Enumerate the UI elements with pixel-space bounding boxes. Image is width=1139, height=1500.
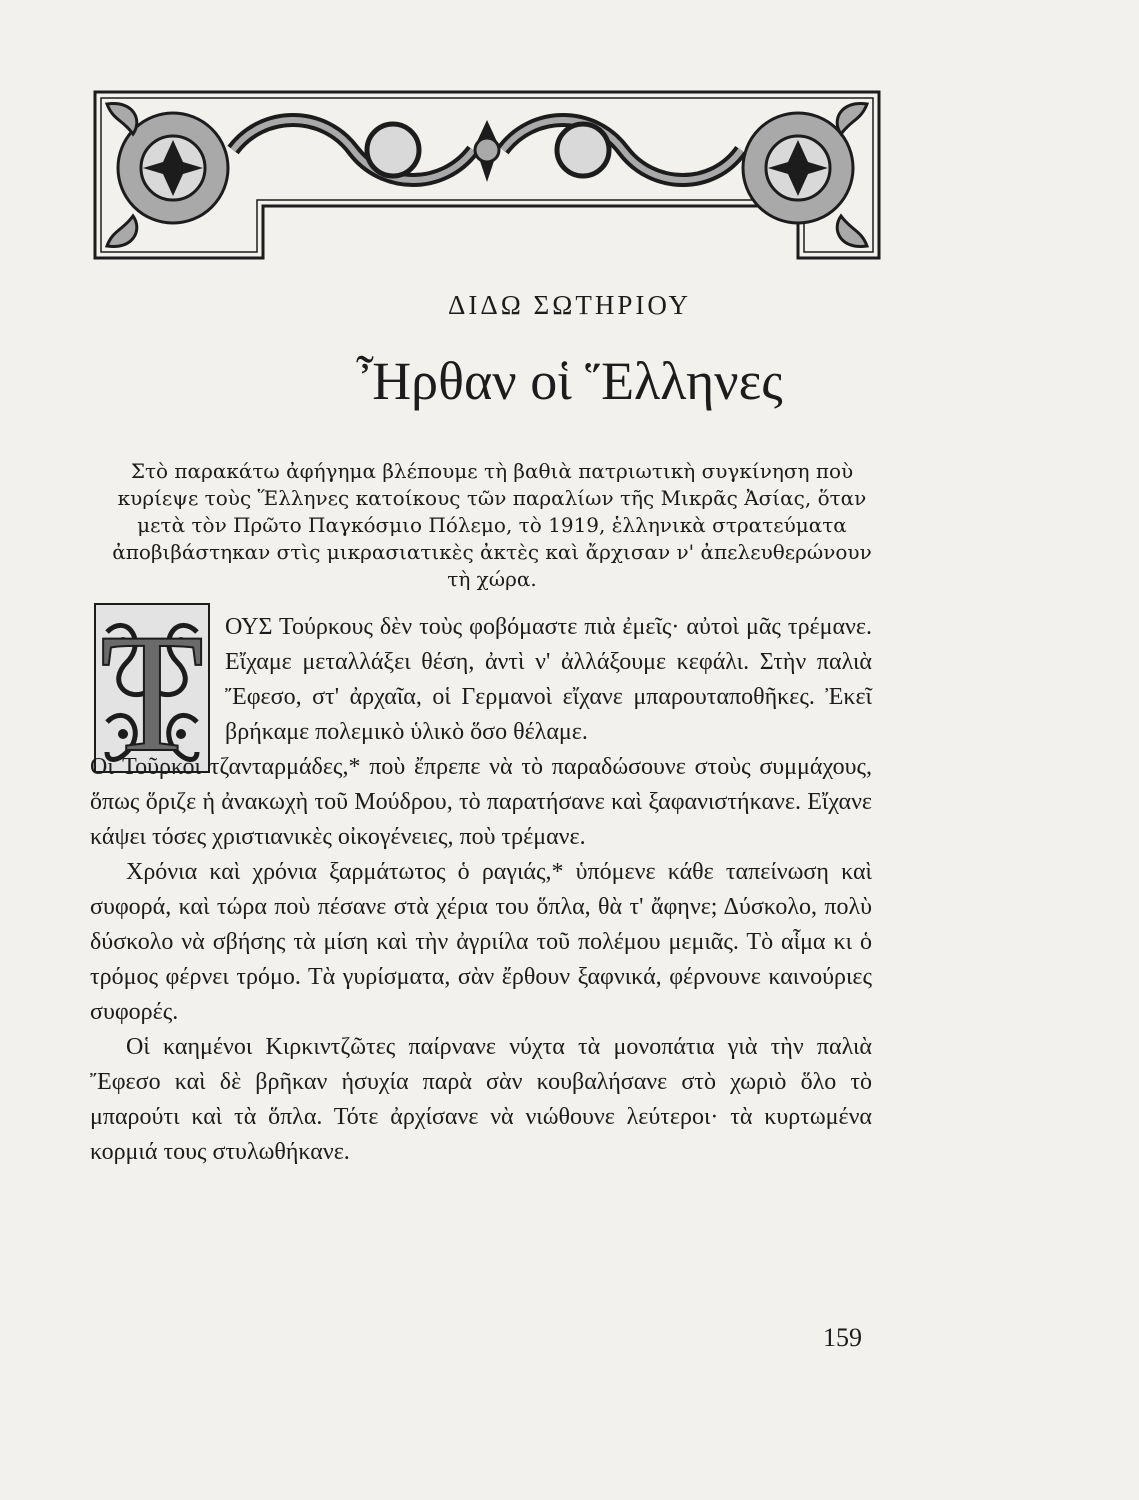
intro-paragraph: Στὸ παρακάτω ἀφήγημα βλέπουμε τὴ βαθιὰ πατριωτικὴ συγκίνηση ποὺ κυρίεψε τοὺς Ἕλληνες κατοίκους τῶν παραλίων τῆς Μικρᾶς Ἀσίας, ὅταν μετὰ τὸν Πρῶτο Παγκόσμιο Πόλεμο, τὸ 1919, ἑλληνικὰ στρατεύματα ἀποβιβάστηκαν στὶς μικρασιατικὲς ἀκτὲς καὶ ἄρχισαν ν' ἀπελευθερώνουν τὴ χώρα.	[112, 459, 872, 591]
body-text	[90, 610, 872, 1170]
dropcap-letter: Τ	[100, 602, 204, 774]
paragraph-1-start: ΟΥΣ Τούρκους δὲν τοὺς φοβόμαστε πιὰ ἐμεῖς· αὐτοὶ μᾶς τρέμανε. Εἴχαμε μεταλλάξει θέση, ἀντὶ ν' ἀλλάξουμε κεφάλι. Στὴν παλιὰ Ἔφεσο, στ' ἀρχαῖα, οἱ Γερμανοὶ εἴχανε μπαρουταποθῆκες. Ἐκεῖ βρήκαμε πολεμικὸ ὑλικὸ ὅσο θέλαμε.	[225, 614, 872, 745]
chapter-title: Ἦρθαν οἱ Ἕλληνες	[356, 351, 783, 411]
paragraph-1	[90, 610, 872, 855]
paragraph-2: Χρόνια καὶ χρόνια ξαρμάτωτος ὁ ραγιάς,* ὑπόμενε κάθε ταπείνωση καὶ συφορά, καὶ τώρα ποὺ πέσανε στὰ χέρια του ὅπλα, θὰ τ' ἄφηνε; Δύσκολο, πολὺ δύσκολο νὰ σβήσης τὰ μίση καὶ τὴν ἀγριίλα τοῦ πολέμου μεμιᾶς. Τὸ αἷμα κι ὁ τρόμος φέρνει τρόμο. Τὰ γυρίσματα, σὰν ἔρθουν ξαφνικά, φέρνουνε καινούριες συφορές.	[90, 859, 872, 1025]
page-number: 159	[823, 1323, 862, 1352]
author-name: ΔΙΔΩ ΣΩΤΗΡΙΟΥ	[448, 290, 691, 320]
paragraph-3: Οἱ καημένοι Κιρκιντζῶτες παίρνανε νύχτα τὰ μονοπάτια γιὰ τὴν παλιὰ Ἔφεσο καὶ δὲ βρῆκαν ἡσυχία παρὰ σὰν κουβαλήσανε στὸ χωριὸ ὅλο τὸ μπαρούτι καὶ τὰ ὅπλα. Τότε ἀρχίσανε νὰ νιώθουνε λεύτεροι· τὰ κυρτωμένα κορμιά τους στυλωθήκανε.	[90, 1034, 872, 1165]
header-ornament-icon	[93, 90, 881, 272]
paragraph-1-rest: Οἱ Τοῦρκοι τζανταρμάδες,* ποὺ ἔπρεπε νὰ τὸ παραδώσουνε στοὺς συμμάχους, ὅπως ὅριζε ἡ ἀνακωχὴ τοῦ Μούδρου, τὸ παρατήσανε καὶ ξαφανιστήκανε. Εἴχανε κάψει τόσες χριστιανικὲς οἰκογένειες, ποὺ τρέμανε.	[90, 754, 872, 850]
